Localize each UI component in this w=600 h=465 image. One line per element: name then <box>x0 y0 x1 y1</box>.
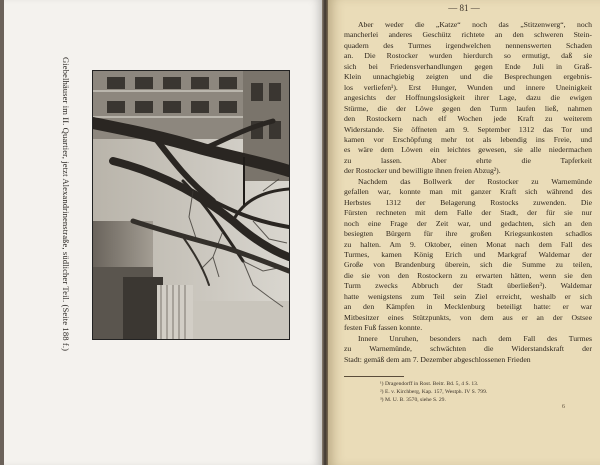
text-line: den Rostockern nach elf Wochen jede Kraft zu weiterem <box>344 114 592 124</box>
text-line: hatte wenigstens zum Teil sein Ziel erreicht, weshalb er sich <box>344 291 592 301</box>
text-line: an. Die Rostocker wurden hierdurch so ermutigt, daß sie <box>344 51 592 61</box>
text-line: der Rostocker und bewilligte ihnen freien Abzug²). <box>344 166 501 176</box>
text-line: Turm zwecks Abbruch der Stadt überließen³). Waldemar <box>344 281 592 291</box>
text-line: zu Warnemünde, schwächten die Widerstandskraft der <box>344 344 592 354</box>
text-line: kamen vor Erschöpfung mehr tot als lebendig ins Freie, und <box>344 134 592 144</box>
text-line: noch eine Frage der Zeit war, und gedachten, sich an den <box>344 218 592 228</box>
text-line: Fürsten rechneten mit dem Falle der Stadt, der für sie nur <box>344 208 592 218</box>
footnote: ¹) Dragendorff in Rost. Beitr. Bd. 5, 4 S. 13. <box>380 381 479 387</box>
footnotes <box>380 380 590 404</box>
text-line: angesichts der Hoffnungslosigkeit ihrer Lage, dazu die ewigen <box>344 93 592 103</box>
text-line: Große von Brandenburg überein, sich die Summe zu teilen, <box>344 260 592 270</box>
text-line: zu halten. Am 9. Oktober, einen Monat nach dem Fall des <box>344 239 592 249</box>
plate-caption-text: Giebelhäuser im II. Quartier, jetzt Alexandrinenstraße, südlicher Teil. (Seite 188 f.) <box>61 56 71 352</box>
text-line: quadern des Turmes irgendwelchen nennenswerten Schaden <box>344 40 592 50</box>
footnote-divider <box>344 376 404 377</box>
text-line: Widerstande. Sie öffneten am 9. September 1312 das Tor und <box>344 124 592 134</box>
text-line: mancherlei anderes Geschütz richtete an den schweren Stein- <box>344 30 592 40</box>
text-line: Stadt: gemäß dem am 7. Dezember abgeschlossenen Frieden <box>344 354 531 364</box>
signature-mark: 6 <box>562 404 565 410</box>
page-number: — 81 — <box>448 3 480 13</box>
text-line: Turmes, kamen König Erich und Markgraf Waldemar der <box>344 249 592 259</box>
text-line: los verliefen¹). Erst Hunger, Wunden und innere Uneinigkeit <box>344 82 592 92</box>
text-line: die sie von den Rostockern zu erwarten hätten, wenn sie den <box>344 270 592 280</box>
text-line: Aber weder die „Katze“ noch das „Stitzenwerg“, noch <box>358 20 592 29</box>
text-line: Innere Unruhen, besonders nach dem Fall des Turmes <box>358 333 592 343</box>
text-line: Herbstes 1312 der Belagerung Rostocks zuwenden. Die <box>344 197 592 207</box>
text-line: Mitbesitzer eines Stützpunkts, von dem aus er an der Ostsee <box>344 312 592 322</box>
text-line: sich bei Friedensverhandlungen gegen Ende Juli in Graß- <box>344 61 592 71</box>
text-line: Nachdem das Bollwerk der Rostocker zu Warnemünde <box>358 176 592 186</box>
text-line: Stürme, die der Löwe gegen den Turm laufen ließ, nahmen <box>344 103 592 113</box>
text-line: Klein unnachgiebig zeigten und die Besprechungen ergebnis- <box>344 72 592 82</box>
text-line: besiegten Bürgern für ihre großen Kriegsunkosten schadlos <box>344 229 592 239</box>
text-line: es wäre dem Löwen ein leichtes gewesen, sie alle niedermachen <box>344 145 592 155</box>
plate-photograph <box>92 70 290 340</box>
text-line: festen Fuß fassen konnte. <box>344 323 423 333</box>
footnote: ³) M. U. B. 3570, siehe S. 29. <box>380 397 446 403</box>
footnote: ²) E. v. Kirchberg, Kap. 157, Westph. IV S. 799. <box>380 389 488 395</box>
text-line: zu lassen. Aber ehrte die Tapferkeit <box>344 155 592 165</box>
body-text <box>344 20 592 365</box>
text-line: an den Kämpfen in Mecklenburg beteiligt hatte: er war <box>344 302 592 312</box>
text-line: gefallen war, konnte man mit ganzer Kraft sich während des <box>344 187 592 197</box>
